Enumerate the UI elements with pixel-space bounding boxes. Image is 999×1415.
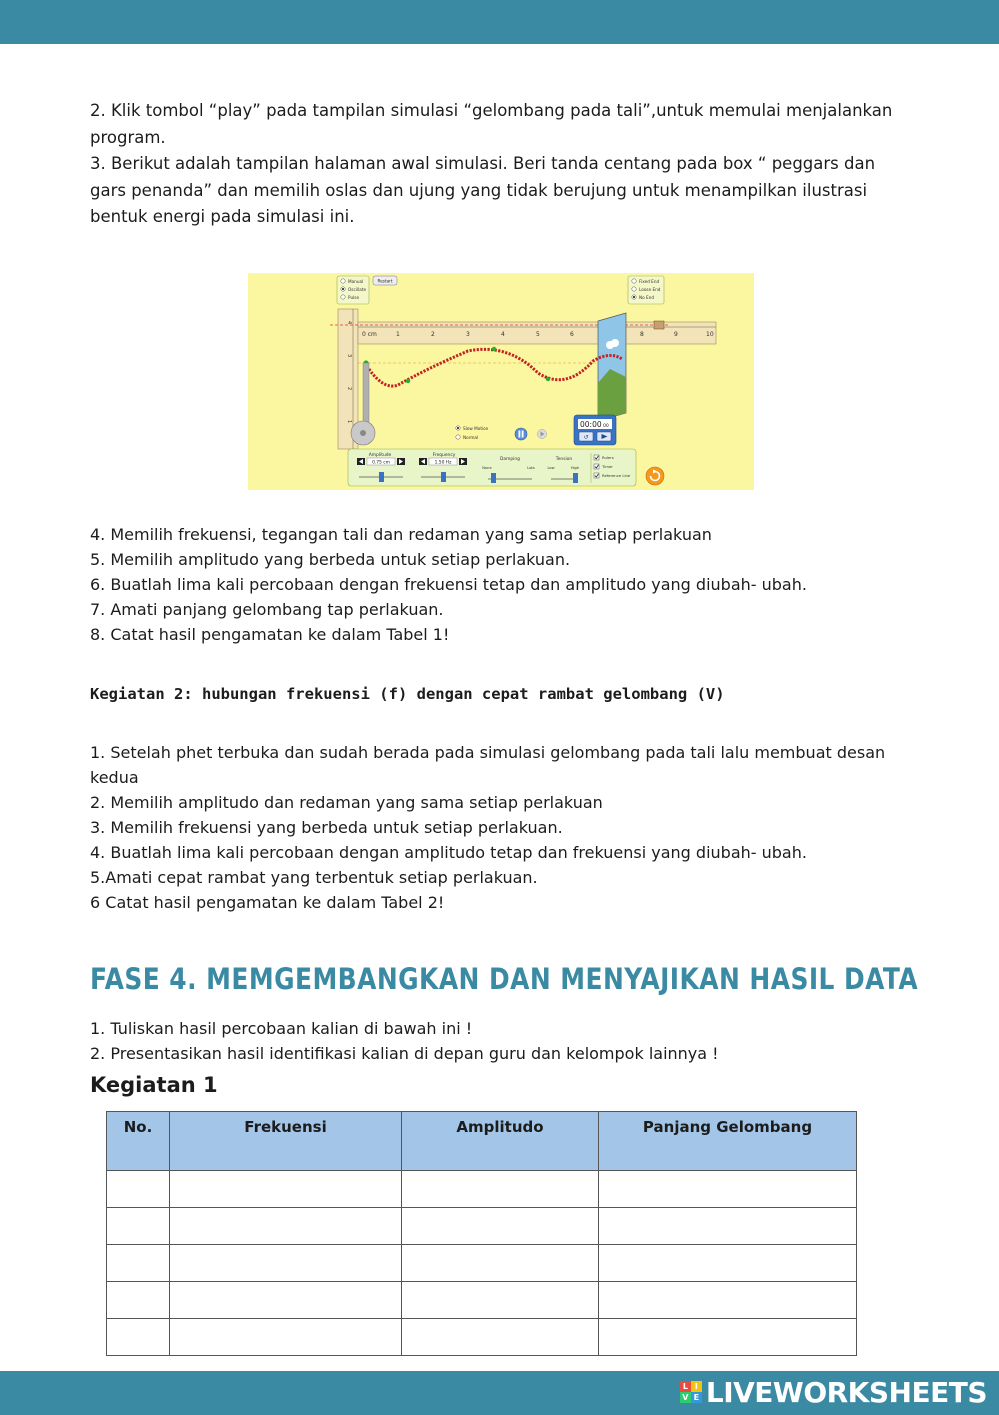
table-row (107, 1245, 857, 1282)
step-item: 7. Amati panjang gelombang tap perlakuan. (90, 600, 444, 619)
table-cell[interactable] (402, 1245, 599, 1282)
svg-text:No End: No End (639, 295, 654, 300)
svg-text:0 cm: 0 cm (362, 331, 377, 338)
step-item: 2. Memilih amplitudo dan redaman yang sama setiap perlakuan (90, 793, 603, 812)
svg-text:Lots: Lots (527, 466, 535, 470)
svg-text:3: 3 (346, 354, 352, 358)
table-cell[interactable] (107, 1319, 170, 1356)
svg-text:Loose End: Loose End (639, 287, 661, 292)
mode-panel (337, 276, 369, 304)
svg-text:Low: Low (547, 466, 555, 470)
table-cell[interactable] (402, 1171, 599, 1208)
step-item: 3. Memilih frekuensi yang berbeda untuk setiap perlakuan. (90, 818, 563, 837)
svg-text:10: 10 (706, 331, 714, 338)
table-cell[interactable] (402, 1282, 599, 1319)
table-cell[interactable] (107, 1171, 170, 1208)
svg-text:Rulers: Rulers (602, 455, 614, 460)
wave-on-string-simulation (248, 273, 754, 490)
svg-text:Oscillate: Oscillate (348, 287, 367, 292)
header-panjang-gelombang: Panjang Gelombang (599, 1112, 857, 1171)
table-cell[interactable] (599, 1171, 857, 1208)
intro-line: gars penanda” dan memilih oslas dan ujung yang tidak berujung untuk menampilkan ilustrasi (90, 180, 868, 200)
reference-line-handle[interactable] (654, 321, 664, 329)
table-cell[interactable] (107, 1282, 170, 1319)
table-row (107, 1208, 857, 1245)
kegiatan-1-heading: Kegiatan 1 (90, 1073, 218, 1097)
table-row (107, 1282, 857, 1319)
svg-text:Reference Line: Reference Line (602, 473, 631, 478)
control-panel (348, 449, 636, 486)
table-header-row (107, 1112, 857, 1171)
fase-4-instructions (90, 1016, 930, 1066)
svg-text:Damping: Damping (500, 457, 520, 462)
table-cell[interactable] (599, 1208, 857, 1245)
end-panel (628, 276, 664, 304)
result-table-1 (106, 1111, 857, 1356)
svg-text:High: High (570, 466, 580, 470)
mode-option-pulse[interactable] (341, 295, 360, 300)
steps-kegiatan-2 (90, 740, 930, 915)
svg-text:5: 5 (536, 331, 540, 338)
step-item: kedua (90, 768, 139, 787)
intro-line: bentuk energi pada simulasi ini. (90, 207, 355, 226)
table-cell[interactable] (402, 1319, 599, 1356)
checkbox-timer[interactable] (594, 464, 613, 469)
intro-text (90, 98, 930, 231)
intro-line: 3. Berikut adalah tampilan halaman awal simulasi. Beri tanda centang pada box “ peggars dan (90, 154, 876, 173)
step-item: 4. Buatlah lima kali percobaan dengan amplitudo tetap dan frekuensi yang diubah- ubah. (90, 843, 807, 862)
table-cell[interactable] (170, 1319, 402, 1356)
kegiatan-2-heading: Kegiatan 2: hubungan frekuensi (f) dengan cepat rambat gelombang (V) (90, 685, 725, 703)
svg-text:6: 6 (570, 331, 574, 338)
svg-text:9: 9 (674, 331, 678, 338)
table-row (107, 1171, 857, 1208)
svg-text:Timer: Timer (602, 464, 613, 469)
header-frekuensi: Frekuensi (170, 1112, 402, 1171)
brand-text: LIVEWORKSHEETS (705, 1375, 987, 1409)
svg-text:2: 2 (346, 387, 352, 391)
table-cell[interactable] (599, 1282, 857, 1319)
step-button[interactable] (538, 430, 547, 439)
table-cell[interactable] (402, 1208, 599, 1245)
step-item: 1. Setelah phet terbuka dan sudah berada pada simulasi gelombang pada tali lalu membuat desan (90, 743, 886, 762)
svg-text:Normal: Normal (463, 435, 479, 440)
svg-text:Amplitude: Amplitude (368, 453, 392, 458)
timer-display: 00:00 (580, 420, 602, 429)
step-item: 6. Buatlah lima kali percobaan dengan frekuensi tetap dan amplitudo yang diubah- ubah. (90, 575, 807, 594)
svg-text:↺: ↺ (583, 434, 589, 441)
step-item: 8. Catat hasil pengamatan ke dalam Tabel 1! (90, 625, 450, 644)
svg-text:Slow Motion: Slow Motion (463, 426, 489, 431)
table-cell[interactable] (170, 1282, 402, 1319)
table-cell[interactable] (599, 1245, 857, 1282)
step-item: 5. Memilih amplitudo yang berbeda untuk setiap perlakuan. (90, 550, 571, 569)
svg-text:Restart: Restart (377, 278, 393, 284)
svg-text:1.50 Hz: 1.50 Hz (434, 460, 452, 466)
table-cell[interactable] (599, 1319, 857, 1356)
svg-text:3: 3 (466, 331, 470, 338)
intro-line: program. (90, 127, 166, 147)
svg-text:Fixed End: Fixed End (639, 279, 660, 284)
steps-kegiatan-1 (90, 522, 930, 647)
svg-text:8: 8 (640, 331, 644, 338)
liveworksheets-brand[interactable] (680, 1376, 987, 1408)
reset-all-button[interactable] (646, 467, 664, 485)
svg-text:4: 4 (346, 321, 352, 325)
svg-text:00: 00 (603, 424, 609, 429)
header-amplitudo: Amplitudo (402, 1112, 599, 1171)
svg-text:2: 2 (431, 331, 435, 338)
table-cell[interactable] (170, 1245, 402, 1282)
svg-text:0.75 cm: 0.75 cm (372, 460, 390, 466)
window-icon (598, 313, 626, 421)
svg-text:1: 1 (346, 420, 352, 424)
pause-button[interactable] (515, 428, 527, 440)
instruction-item: 2. Presentasikan hasil identifikasi kalian di depan guru dan kelompok lainnya ! (90, 1044, 719, 1063)
top-banner (0, 0, 999, 44)
table-cell[interactable] (170, 1171, 402, 1208)
svg-text:Frequency: Frequency (432, 453, 456, 458)
step-item: 6 Catat hasil pengamatan ke dalam Tabel 2! (90, 893, 445, 912)
checkbox-rulers[interactable] (594, 455, 614, 460)
svg-text:Pulse: Pulse (348, 295, 360, 300)
table-cell[interactable] (107, 1245, 170, 1282)
header-no: No. (107, 1112, 170, 1171)
instruction-item: 1. Tuliskan hasil percobaan kalian di bawah ini ! (90, 1019, 473, 1038)
table-row (107, 1319, 857, 1356)
svg-text:Manual: Manual (348, 279, 364, 284)
fase-4-heading: FASE 4. MEMGEMBANGKAN DAN MENYAJIKAN HASIL DATA (90, 962, 919, 996)
liveworksheets-logo-icon: L I V E (680, 1381, 702, 1403)
timer[interactable] (574, 415, 616, 445)
step-item: 4. Memilih frekuensi, tegangan tali dan redaman yang sama setiap perlakuan (90, 525, 712, 544)
restart-button[interactable] (373, 276, 397, 285)
svg-text:1: 1 (396, 331, 400, 338)
svg-text:4: 4 (501, 331, 505, 338)
table-cell[interactable] (170, 1208, 402, 1245)
marker-bead (492, 347, 496, 351)
marker-bead (546, 377, 550, 381)
table-cell[interactable] (107, 1208, 170, 1245)
step-item: 5.Amati cepat rambat yang terbentuk setiap perlakuan. (90, 868, 538, 887)
svg-text:Tension: Tension (555, 457, 573, 462)
marker-bead (406, 379, 410, 383)
intro-line: 2. Klik tombol “play” pada tampilan simulasi “gelombang pada tali”,untuk memulai menjalankan (90, 101, 893, 120)
svg-text:None: None (482, 466, 492, 470)
